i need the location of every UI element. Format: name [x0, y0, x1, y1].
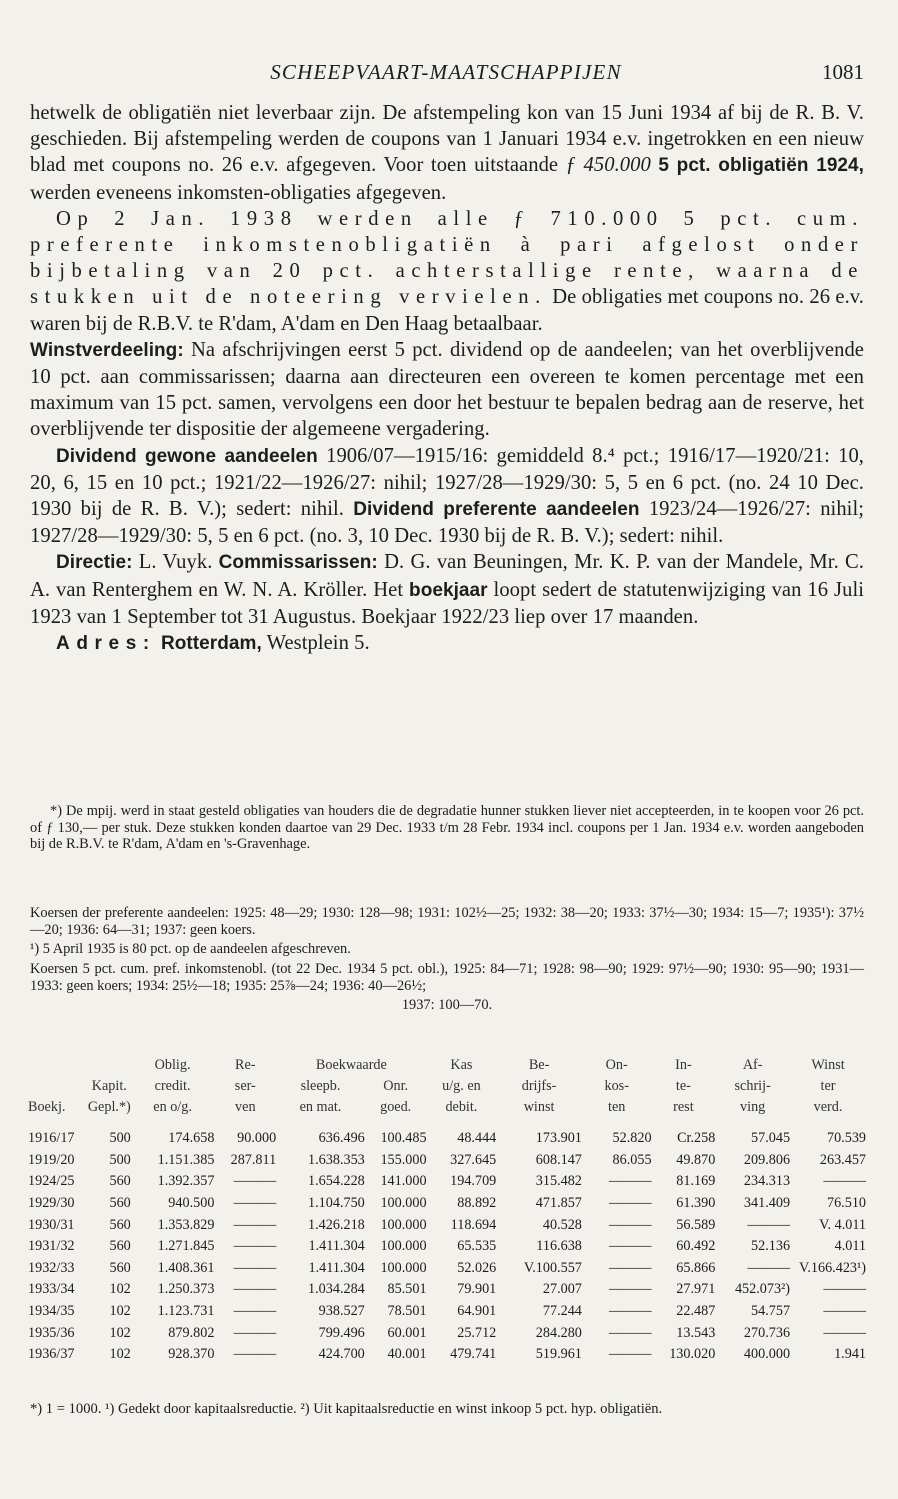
table-cell: 938.527 [318, 1303, 365, 1320]
table-cell: 519.961 [535, 1346, 582, 1363]
table-cell: ——— [608, 1195, 652, 1212]
label-boekjaar: boekjaar [409, 579, 488, 601]
text-p1-bold: 5 pct. obligatiën 1924, [658, 155, 864, 177]
table-header-cell: ten [608, 1099, 626, 1115]
koersen-note: ¹) 5 April 1935 is 80 pct. op de aandeelen afgeschreven. [30, 941, 351, 958]
table-cell: 70.539 [826, 1130, 866, 1147]
table-cell: 424.700 [318, 1346, 365, 1363]
table-cell: 40.528 [542, 1216, 582, 1233]
table-cell: 54.757 [751, 1303, 791, 1320]
paragraph-winstverdeeling [30, 337, 864, 443]
text-p1-amount: ƒ 450.000 [565, 154, 651, 177]
table-cell: 52.026 [457, 1259, 497, 1276]
table-cell: 327.645 [450, 1151, 497, 1168]
running-title: SCHEEPVAART-MAATSCHAPPIJEN [270, 60, 622, 84]
table-cell: 155.000 [380, 1151, 427, 1168]
table-cell: ——— [233, 1281, 277, 1298]
table-cell: 1.034.284 [308, 1281, 365, 1298]
table-cell: 81.169 [676, 1173, 716, 1190]
table-cell: 76.510 [826, 1195, 866, 1212]
table-cell: 130.020 [669, 1346, 716, 1363]
table-header-cell: ter [820, 1078, 836, 1094]
text-p1-end: werden eveneens inkomsten-obligaties afgegeven. [30, 181, 447, 204]
table-cell: 1930/31 [28, 1216, 75, 1233]
table-cell: 48.444 [457, 1130, 497, 1147]
table-cell: 500 [109, 1151, 131, 1168]
table-cell: ——— [233, 1259, 277, 1276]
running-header [28, 60, 864, 90]
table-cell: ——— [747, 1216, 791, 1233]
table-cell: 636.496 [318, 1130, 365, 1147]
table-cell: 1.250.373 [157, 1281, 215, 1298]
table-row [28, 1279, 866, 1301]
table-cell: V.166.423¹) [798, 1259, 866, 1276]
table-cell: 57.045 [751, 1130, 791, 1147]
table-cell: 1.411.304 [308, 1238, 365, 1255]
table-header-cell: verd. [813, 1099, 843, 1115]
table-cell: 65.535 [457, 1238, 497, 1255]
table-cell: ——— [233, 1173, 277, 1190]
text-adres-city: Rotterdam, [161, 633, 262, 655]
label-dividend-gewone: Dividend gewone aandeelen [56, 445, 318, 467]
table-row [28, 1150, 866, 1172]
table-cell: 102 [109, 1346, 131, 1363]
table-header-cell: Re- [235, 1057, 256, 1073]
table-header-cell: kos- [604, 1078, 629, 1094]
page-number: 1081 [822, 60, 864, 84]
text-p5: L. Vuyk. [138, 551, 213, 574]
financial-table [28, 1055, 866, 1366]
table-header-cell: sleepb. [300, 1078, 341, 1094]
label-winstverdeeling: Winstverdeeling: [30, 339, 184, 361]
table-cell: 1932/33 [28, 1259, 75, 1276]
table-cell: 928.370 [168, 1346, 215, 1363]
table-cell: 270.736 [743, 1324, 791, 1341]
table-header-cell: credit. [154, 1078, 191, 1094]
table-cell: 1.408.361 [157, 1259, 215, 1276]
table-cell: 560 [109, 1195, 131, 1212]
table-header-cell: debit. [445, 1099, 478, 1115]
table-cell: 118.694 [450, 1216, 497, 1233]
table-cell: 173.901 [535, 1130, 582, 1147]
table-header-cell: goed. [380, 1099, 412, 1115]
table-row [28, 1122, 866, 1150]
table-header-cell: ving [740, 1099, 766, 1115]
table-row [28, 1214, 866, 1236]
table-cell: 608.147 [535, 1151, 582, 1168]
table-cell: 85.501 [387, 1281, 427, 1298]
table-cell: 65.866 [676, 1259, 716, 1276]
table-cell: 100.000 [380, 1238, 427, 1255]
table-header-cell: ser- [234, 1078, 256, 1094]
table-cell: ——— [608, 1281, 652, 1298]
table-cell: 560 [109, 1259, 131, 1276]
table-footnote: *) 1 = 1000. ¹) Gedekt door kapitaalsreductie. ²) Uit kapitaalsreductie en winst inkoop 5 pct. hyp. obligatiën. [30, 1401, 663, 1417]
paragraph-dividend [30, 443, 864, 550]
table-header-cell: Be- [528, 1057, 550, 1073]
footnote-inkoop [30, 803, 864, 853]
table-header-row [28, 1055, 866, 1076]
table-cell: 479.741 [450, 1346, 497, 1363]
table-cell: 1933/34 [28, 1281, 75, 1298]
table-cell: 799.496 [318, 1324, 365, 1341]
table-header [28, 1055, 866, 1122]
table-cell: 102 [109, 1281, 131, 1298]
table-cell: 940.500 [168, 1195, 215, 1212]
table-cell: ——— [823, 1324, 866, 1341]
table-cell: ——— [233, 1346, 277, 1363]
table-header-cell: en mat. [299, 1099, 342, 1115]
footnote-text: *) De mpij. werd in staat gesteld obligaties van houders die de degradatie hunner stukken liever niet accepteerden, in te koopen voor 26 pct. of ƒ 130,— per stuk. Deze stukken konden daartoe van 29 Dec. 1933 t/m 28 Febr. 1934 incl. coupons per 1 Jan. 1934 e.v. worden aangeboden bij de R.B.V. te R'dam, A'dam en 's-Gravenhage. [30, 803, 864, 853]
table-cell: 1934/35 [28, 1303, 75, 1320]
table-cell: ——— [233, 1238, 277, 1255]
table-cell: 49.870 [676, 1151, 716, 1168]
table-header-cell: rest [673, 1099, 694, 1115]
table-cell: ——— [608, 1238, 652, 1255]
table-cell: 64.901 [457, 1303, 497, 1320]
table-cell: 77.244 [542, 1303, 582, 1320]
paragraph-adres [30, 630, 864, 657]
table-cell: 209.806 [743, 1151, 791, 1168]
table-cell: 56.589 [676, 1216, 716, 1233]
text-p4: 1906/07—1915/16: gemiddeld 8.⁴ pct.; 1916/17—1920/21: 10, 20, 6, 15 en 10 pct.; 1921/22—1926/27: nihil; 1927/28—1929/30: 5, 5 en 6 pct. (no. 24 10 Dec. 1930 bij de R. B. V.); sedert: nihil. [30, 444, 865, 521]
table-cell: 1935/36 [28, 1324, 75, 1341]
table-cell: 116.638 [536, 1238, 582, 1255]
table-cell: ——— [233, 1195, 277, 1212]
table-cell: 560 [109, 1173, 131, 1190]
table-row [28, 1171, 866, 1193]
table-cell: 52.136 [751, 1238, 791, 1255]
table-cell: 471.857 [535, 1195, 582, 1212]
table-cell: 1.392.357 [157, 1173, 215, 1190]
table-cell: 79.901 [457, 1281, 497, 1298]
table-header-row [28, 1076, 866, 1097]
table-cell: 1.411.304 [308, 1259, 365, 1276]
table-cell: 141.000 [380, 1173, 427, 1190]
table-cell: ——— [608, 1216, 652, 1233]
table-cell: ——— [608, 1259, 652, 1276]
text-p3: Na afschrijvingen eerst 5 pct. dividend op de aandeelen; van het overblijvende 10 pct. aan commissarissen; daarna aan directeuren een overeen te komen percentage met een maximum van 15 pct. samen, vervolgens een door het bestuur te bepalen bedrag aan de reserve, het overblijvende ter dispositie der algemeene vergadering. [30, 338, 864, 441]
table-header-cell [88, 1055, 131, 1076]
table-cell: 100.000 [380, 1259, 427, 1276]
table-cell: 60.492 [676, 1238, 716, 1255]
main-text [30, 100, 864, 657]
table-cell: 500 [109, 1130, 131, 1147]
table-cell: ——— [608, 1173, 652, 1190]
table-cell: Cr.258 [677, 1130, 716, 1147]
table-cell: V.100.557 [523, 1259, 582, 1276]
table-header-cell: Kapit. [91, 1078, 127, 1094]
table-cell: 25.712 [457, 1324, 497, 1341]
table-cell: ——— [747, 1259, 791, 1276]
table-cell: 234.313 [743, 1173, 791, 1190]
table-cell: 1936/37 [28, 1346, 75, 1363]
table-cell: 102 [109, 1303, 131, 1320]
table-header-cell: In- [675, 1057, 692, 1073]
table-header-cell [28, 1076, 88, 1097]
table-cell: 174.658 [168, 1130, 215, 1147]
table-header-cell [28, 1055, 88, 1076]
text-p2-spaced: Op 2 Jan. 1938 werden alle ƒ 710.000 5 pct. cum. preferente inkomstenobligatiën à pari afgelost onder bijbetaling van 20 pct. achterstallige rente, waarna de stukken uit de noteering vervielen. [30, 207, 864, 309]
table-cell: ——— [608, 1324, 652, 1341]
table-cell: 1.941 [834, 1346, 866, 1363]
table-cell: 78.501 [387, 1303, 427, 1320]
koersen-obligaties: Koersen 5 pct. cum. pref. inkomstenobl. (tot 22 Dec. 1934 5 pct. obl.), 1925: 84—71; 1928: 98—90; 1929: 97½—90; 1930: 95—90; 1931—1933: geen koers; 1934: 25½—18; 1935: 25⅞—24; 1936: 40—26½; [30, 960, 864, 994]
table-row [28, 1258, 866, 1280]
paragraph-directie [30, 549, 864, 630]
table-cell: V. 4.011 [819, 1216, 866, 1233]
paragraph-obligaties [30, 100, 864, 206]
table-cell: 52.820 [612, 1130, 652, 1147]
table-row [28, 1344, 866, 1366]
table-header-cell: Gepl.*) [87, 1099, 131, 1115]
table-cell: ——— [233, 1324, 277, 1341]
table-header-cell: Af- [742, 1057, 763, 1073]
table-cell: 100.485 [380, 1130, 427, 1147]
koersen-obligaties-end: 1937: 100—70. [401, 997, 493, 1014]
table-cell: ——— [608, 1303, 652, 1320]
table-row [28, 1322, 866, 1344]
table-cell: 1.353.829 [157, 1216, 215, 1233]
table-row [28, 1236, 866, 1258]
table-header-cell: Boekwaarde [315, 1057, 387, 1073]
table-cell: 1.426.218 [308, 1216, 365, 1233]
table-cell: ——— [823, 1281, 866, 1298]
table-cell: 13.543 [676, 1324, 716, 1341]
table-cell: 1.151.385 [157, 1151, 215, 1168]
label-adres: Adres: [56, 633, 156, 655]
text-p4b: 1923/24—1926/27: nihil; 1927/28—1929/30: 5, 5 en 6 pct. (no. 3, 10 Dec. 1930 bij de R. B. V.); sedert: nihil. [30, 498, 864, 548]
table-row [28, 1301, 866, 1323]
table-header-cell: te- [675, 1078, 691, 1094]
table-row [28, 1193, 866, 1215]
text-p5b: D. G. van Beuningen, Mr. K. P. van der Mandele, Mr. C. A. van Renterghem en W. N. A. Kröller. Het [30, 551, 865, 601]
table-header-cell: Kas [450, 1057, 473, 1073]
text-p5c: loopt sedert de statutenwijziging van 16 Juli 1923 van 1 September tot 31 Augustus. Boekjaar 1922/23 liep over 17 maanden. [30, 578, 864, 628]
table-cell: 341.409 [743, 1195, 791, 1212]
table-cell: 86.055 [612, 1151, 652, 1168]
table-cell: 560 [109, 1238, 131, 1255]
table-cell: ——— [823, 1173, 866, 1190]
paragraph-aflossing [30, 206, 864, 337]
table-cell: 1919/20 [28, 1151, 75, 1168]
table-cell: 1916/17 [28, 1130, 75, 1147]
text-p2-end: De obligaties met coupons no. 26 e.v. waren bij de R.B.V. te R'dam, A'dam en Den Haag betaalbaar. [30, 286, 864, 335]
table-cell: 100.000 [380, 1216, 427, 1233]
table-cell: 1924/25 [28, 1173, 75, 1190]
table-cell: 102 [109, 1324, 131, 1341]
text-p1: hetwelk de obligatiën niet leverbaar zijn. De afstempeling kon van 15 Juni 1934 af bij de R. B. V. geschieden. Bij afstempeling werden de coupons van 1 Januari 1934 e.v. ingetrokken en een nieuw blad met coupons no. 26 e.v. afgegeven. Voor toen uitstaande [30, 102, 864, 177]
table-header-cell: ven [235, 1099, 256, 1115]
table-header-row [28, 1097, 866, 1122]
table-cell: 88.892 [457, 1195, 497, 1212]
table-header-cell: Oblig. [154, 1057, 191, 1073]
table-cell: ——— [233, 1303, 277, 1320]
table-cell: 1.123.731 [157, 1303, 215, 1320]
table-cell: 1.638.353 [308, 1151, 365, 1168]
label-directie: Directie: [56, 552, 133, 574]
table-body [28, 1122, 866, 1366]
table-cell: 1.271.845 [157, 1238, 215, 1255]
table-cell: 27.971 [676, 1281, 716, 1298]
table-cell: 452.073²) [734, 1281, 791, 1298]
table-cell: 60.001 [387, 1324, 427, 1341]
table-cell: 40.001 [387, 1346, 427, 1363]
table-cell: ——— [608, 1346, 652, 1363]
table-cell: 90.000 [237, 1130, 277, 1147]
table-header-cell: On- [605, 1057, 628, 1073]
table-cell: 560 [109, 1216, 131, 1233]
koersen-block [30, 905, 864, 1016]
table-header-cell: Onr. [383, 1078, 409, 1094]
label-dividend-preferente: Dividend preferente aandeelen [353, 499, 640, 521]
table-cell: ——— [233, 1216, 277, 1233]
koersen-preferente: Koersen der preferente aandeelen: 1925: 48—29; 1930: 128—98; 1931: 102½—25; 1932: 38—20; 1933: 37½—30; 1934: 15—7; 1935¹): 37½—20; 1936: 64—31; 1937: geen koers. [30, 905, 864, 939]
table-cell: 27.007 [542, 1281, 582, 1298]
table-cell: 879.802 [168, 1324, 215, 1341]
table-cell: 263.457 [819, 1151, 866, 1168]
table-cell: 287.811 [230, 1151, 277, 1168]
table-header-cell: drijfs- [521, 1078, 557, 1094]
table-header-cell: schrij- [734, 1078, 771, 1094]
table-cell: 194.709 [450, 1173, 497, 1190]
table-cell: 1.104.750 [308, 1195, 365, 1212]
text-adres-street: Westplein 5. [266, 632, 370, 655]
table-header-cell: u/g. en [442, 1078, 481, 1094]
table-cell: 4.011 [834, 1238, 866, 1255]
table-header-cell: winst [523, 1099, 555, 1115]
table-cell: 400.000 [743, 1346, 791, 1363]
table-cell: 1.654.228 [308, 1173, 365, 1190]
table-cell: 1929/30 [28, 1195, 75, 1212]
table-cell: 22.487 [676, 1303, 716, 1320]
table-cell: 315.482 [535, 1173, 582, 1190]
label-commissarissen: Commissarissen: [218, 552, 378, 574]
table-cell: ——— [823, 1303, 866, 1320]
table-cell: 284.280 [535, 1324, 582, 1341]
table-cell: 1931/32 [28, 1238, 75, 1255]
table-header-cell: en o/g. [153, 1099, 192, 1115]
table-header-cell: Winst [811, 1057, 845, 1073]
table-header-cell: Boekj. [28, 1099, 66, 1115]
table-cell: 100.000 [380, 1195, 427, 1212]
table-cell: 61.390 [676, 1195, 716, 1212]
